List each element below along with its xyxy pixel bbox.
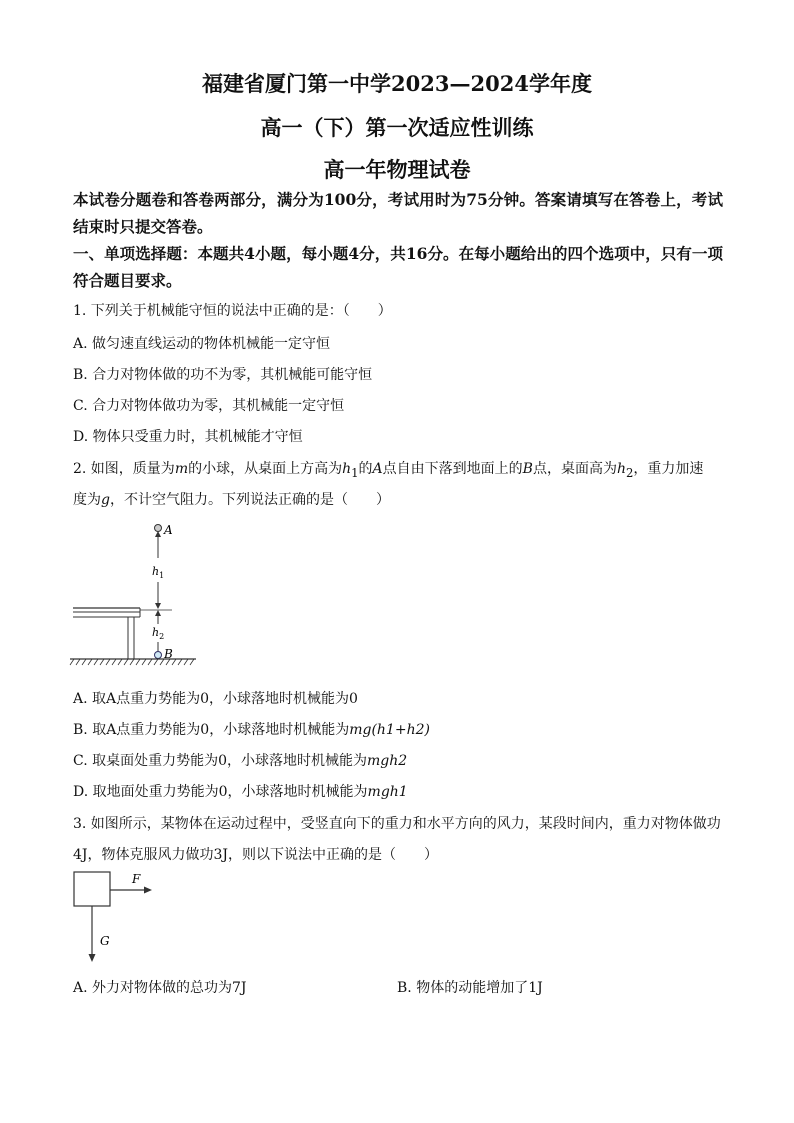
label-a: A xyxy=(164,523,173,537)
q1-option-c: C. 合力对物体做功为零，其机械能一定守恒 xyxy=(73,398,345,414)
ball-b xyxy=(155,652,162,659)
q2-option-c: C. 取桌面处重力势能为0，小球落地时机械能为mgh2 xyxy=(73,753,408,769)
label-f: F xyxy=(132,872,141,886)
q1-option-b: B. 合力对物体做的功不为零，其机械能可能守恒 xyxy=(73,367,373,383)
q2-figure xyxy=(68,520,208,670)
exam-title-session: 高一（下）第一次适应性训练 xyxy=(260,115,534,140)
section-heading: 一、单项选择题：本题共4小题，每小题4分，共16分。在每小题给出的四个选项中，只有一项符合题目要求。 xyxy=(73,244,723,290)
q2-option-b: B. 取A点重力势能为0，小球落地时机械能为mg(h1+h2) xyxy=(73,722,430,738)
q1-option-a: A. 做匀速直线运动的物体机械能一定守恒 xyxy=(73,336,331,352)
q3-option-b: B. 物体的动能增加了1J xyxy=(397,980,543,996)
label-b: B xyxy=(164,647,173,661)
q3-stem-line1: 3. 如图所示，某物体在运动过程中，受竖直向下的重力和水平方向的风力，某段时间内，重力对物体做功 xyxy=(73,816,721,832)
exam-title-subject: 高一年物理试卷 xyxy=(323,157,471,182)
label-h1: $h_1$ xyxy=(152,565,165,580)
q2-stem-line2: 度为g，不计空气阻力。下列说法正确的是（ ） xyxy=(73,492,390,508)
q1-stem: 1. 下列关于机械能守恒的说法中正确的是：（ ） xyxy=(73,303,392,319)
q2-stem-line1: 2. 如图，质量为m的小球，从桌面上方高为$h_1$的A点自由下落到地面上的B点，桌面高为$h_2$，重力加速 xyxy=(73,461,704,480)
exam-title-school: 福建省厦门第一中学2023—2024学年度 xyxy=(202,71,592,96)
object-box xyxy=(74,872,110,906)
q2-option-d: D. 取地面处重力势能为0，小球落地时机械能为mgh1 xyxy=(73,784,408,800)
q3-stem-line2: 4J，物体克服风力做功3J，则以下说法中正确的是（ ） xyxy=(73,847,439,863)
label-g: G xyxy=(100,934,110,948)
exam-instructions: 本试卷分题卷和答卷两部分，满分为100分，考试用时为75分钟。答案请填写在答卷上，考试结束时只提交答卷。 xyxy=(73,190,723,236)
q3-option-a: A. 外力对物体做的总功为7J xyxy=(73,980,247,996)
q1-option-d: D. 物体只受重力时，其机械能才守恒 xyxy=(73,429,303,445)
q2-option-a: A. 取A点重力势能为0，小球落地时机械能为0 xyxy=(73,691,358,707)
label-h2: $h_2$ xyxy=(152,626,165,641)
q3-figure xyxy=(70,870,180,970)
ball-a xyxy=(155,525,162,532)
